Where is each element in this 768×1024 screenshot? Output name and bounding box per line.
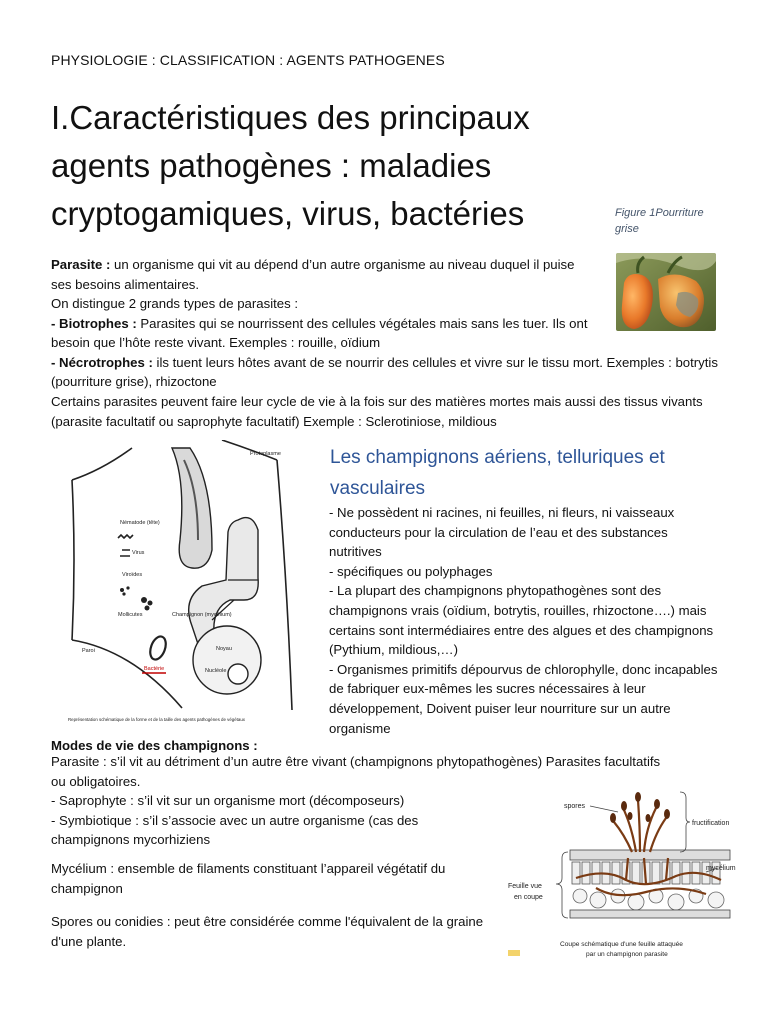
- facultatif-text: Certains parasites peuvent faire leur cycle de vie à la fois sur des matières mortes mais aussi des tissus vivants (parasite facultatif ou saprophyte facultatif) Exemple : Sclerotiniose, mildious: [51, 393, 703, 429]
- label-nucleole: Nucléole: [205, 668, 227, 674]
- parasite-types: [51, 294, 721, 431]
- diagram2-caption-line1: Coupe schématique d'une feuille attaquée: [560, 941, 683, 948]
- label-paroi: Paroi: [82, 648, 95, 654]
- label-viroides: Viroïdes: [122, 572, 143, 578]
- pathogens-diagram-svg: [62, 440, 302, 725]
- label-en-coupe: en coupe: [514, 894, 543, 901]
- label-mycelium: mycélium: [706, 865, 736, 872]
- pathogens-size-diagram: [62, 440, 302, 725]
- label-fructification: fructification: [692, 820, 730, 827]
- label-mollicutes: Mollicutes: [118, 612, 143, 618]
- section-title-champignons: Les champignons aériens, telluriques et vasculaires: [330, 447, 665, 499]
- types-intro: On distingue 2 grands types de parasites :: [51, 296, 299, 311]
- leaf-section-diagram: [506, 788, 746, 966]
- necrotrophes-item: [51, 353, 721, 392]
- champ-list-item: - La plupart des champignons phytopathogènes sont des champignons vrais (oïdium, botrytis, rouilles, rhizoctone….) mais certains sont intermédiaires entre des algues et des champignons (Pythium, mildious,…): [329, 583, 714, 658]
- modes-title: Modes de vie des champignons :: [51, 738, 258, 753]
- label-nematode: Nématode (tête): [120, 520, 160, 526]
- champ-list-item: - spécifiques ou polyphages: [329, 563, 493, 579]
- necrotrophes-text: ils tuent leurs hôtes avant de se nourrir des cellules et vivre sur le tissu mort. Exemples : botrytis (pourriture grise), rhizoctone: [51, 354, 718, 390]
- page-header: PHYSIOLOGIE : CLASSIFICATION : AGENTS PATHOGENES: [51, 52, 445, 68]
- small-mark-icon: [508, 950, 520, 956]
- champ-list-item: - Organismes primitifs dépourvus de chlorophylle, donc incapables de fabriquer eux-mêmes les sucres nécessaires à leur développement, Doivent puiser leur nourriture sur un autre organisme: [329, 661, 718, 736]
- label-virus: Virus: [132, 550, 145, 556]
- mycelium-definition: Mycélium : ensemble de filaments constituant l’appareil végétatif du champignon: [51, 861, 446, 896]
- parasite-text: un organisme qui vit au dépend d’un autre organisme au niveau duquel il puise ses besoins alimentaires.: [51, 257, 575, 292]
- parasite-definition: [51, 255, 591, 294]
- biotrophes-term: - Biotrophes :: [51, 315, 137, 331]
- leaf-diagram-svg: [506, 788, 746, 966]
- modes-item: - Symbiotique : s’il s’associe avec un autre organisme (cas des champignons mycorhiziens: [51, 812, 419, 848]
- label-feuille-vue: Feuille vue: [508, 883, 542, 890]
- label-champignon: Champignon (mycélium): [172, 612, 232, 618]
- biotrophes-text: Parasites qui se nourrissent des cellules végétales mais sans les tuer. Ils ont besoin que l’hôte reste vivant. Exemples : rouille, oïdium: [51, 315, 588, 351]
- champ-list-item: - Ne possèdent ni racines, ni feuilles, ni fleurs, ni vaisseaux conducteurs pour la circulation de l’eau et des substances nutritives: [329, 505, 675, 560]
- champignons-list: [329, 503, 719, 738]
- parasite-term: Parasite :: [51, 257, 111, 272]
- spores-definition: Spores ou conidies : peut être considérée comme l'équivalent de la graine d'une plante.: [51, 914, 484, 949]
- label-bacterie: Bactérie: [144, 666, 165, 672]
- biotrophes-item: [51, 314, 591, 353]
- modes-item: Parasite : s’il vit au détriment d’un autre être vivant (champignons phytopathogènes) Parasites facultatifs ou obligatoires.: [51, 754, 661, 789]
- necrotrophes-term: - Nécrotrophes :: [51, 354, 153, 370]
- diagram2-caption-line2: par un champignon parasite: [586, 951, 668, 958]
- label-noyau: Noyau: [216, 646, 232, 652]
- modes-item: - Saprophyte : s’il vit sur un organisme mort (décomposeurs): [51, 793, 405, 809]
- label-protoplasme: Protoplasme: [250, 451, 281, 457]
- page-title: I.Caractéristiques des principaux agents pathogènes : maladies cryptogamiques, virus, bactéries: [51, 99, 530, 232]
- figure-caption: Figure 1Pourriture grise: [615, 207, 704, 235]
- label-spores: spores: [564, 803, 586, 810]
- diagram1-caption: Représentation schématique de la forme et de la taille des agents pathogènes de végétaux: [68, 717, 245, 722]
